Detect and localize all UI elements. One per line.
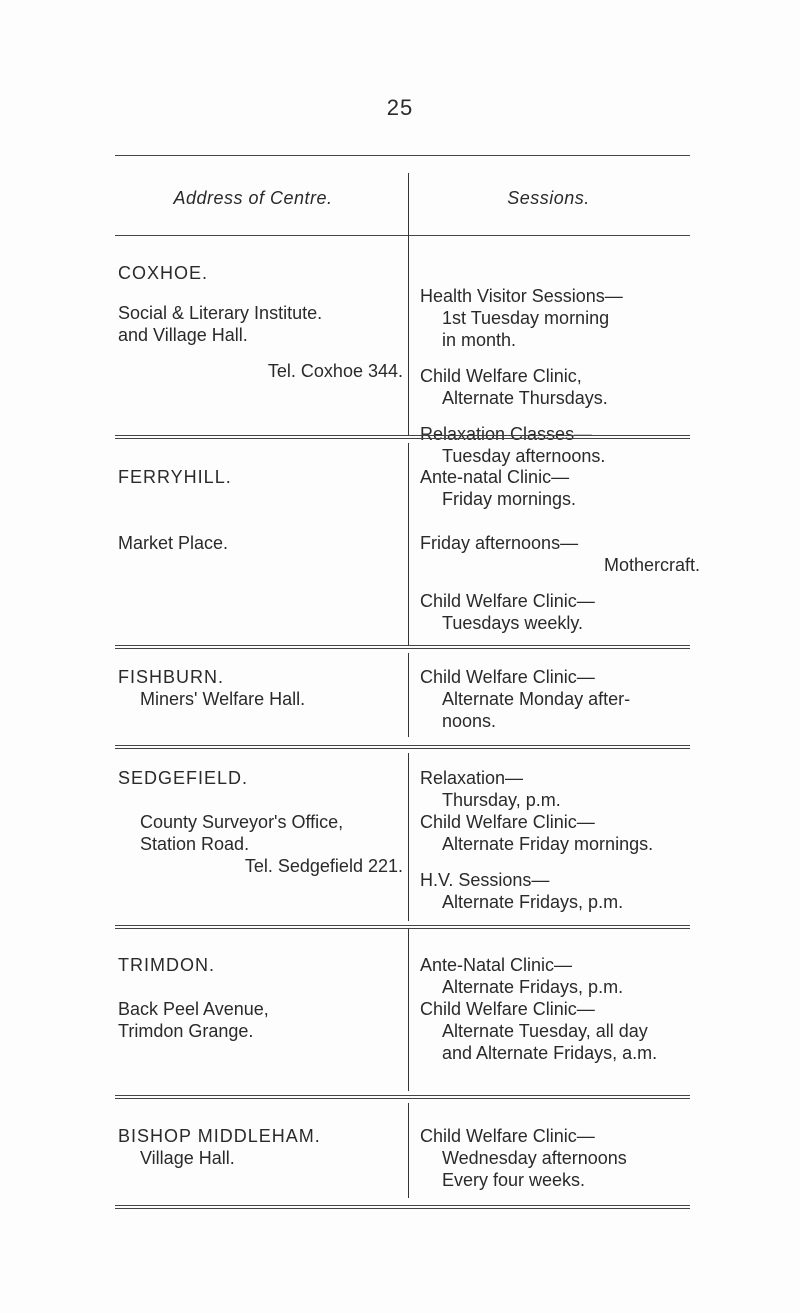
session-detail: Thursday, p.m. [442,790,561,810]
session-detail: Alternate Friday mornings. [442,834,654,854]
address-line: Back Peel Avenue, [118,999,269,1019]
column-divider [408,443,409,645]
centre-name: COXHOE. [118,263,209,283]
table-row [115,435,700,645]
page-number: 25 [386,95,414,120]
session-title: Child Welfare Clinic— [420,667,595,687]
address-line: Village Hall. [140,1148,235,1168]
session-title: Child Welfare Clinic— [420,591,595,611]
address-line: Market Place. [118,533,229,553]
session-detail: noons. [442,711,497,731]
session-title: Ante-Natal Clinic— [420,955,573,975]
session-title: H.V. Sessions— [420,870,550,890]
centre-name: TRIMDON. [118,955,215,975]
session-detail: Alternate Tuesday, all day [442,1021,648,1041]
session-detail: Every four weeks. [442,1170,586,1190]
centre-name: SEDGEFIELD. [118,768,249,788]
column-divider [408,929,409,1091]
session-detail: Alternate Monday after- [442,689,631,709]
table-row [115,925,690,1095]
column-divider [408,1103,409,1198]
session-title: Child Welfare Clinic— [420,812,595,832]
session-detail: Alternate Fridays, p.m. [442,977,624,997]
address-line: Social & Literary Institute. [118,303,323,323]
session-title: Relaxation— [420,768,524,788]
session-title: Child Welfare Clinic— [420,999,595,1019]
address-line: County Surveyor's Office, [140,812,344,832]
centre-name: BISHOP MIDDLEHAM. [118,1126,321,1146]
session-detail: 1st Tuesday morning [442,308,610,328]
table-row [115,235,690,466]
telephone: Tel. Sedgefield 221. [244,856,403,876]
header-sessions: Sessions. [507,188,590,208]
column-divider [408,235,409,435]
session-detail: in month. [442,330,517,350]
telephone: Tel. Coxhoe 344. [267,361,403,381]
session-detail: Mothercraft. [603,555,700,575]
session-title: Friday afternoons— [420,533,579,553]
session-detail: Alternate Fridays, p.m. [442,892,624,912]
session-title: Child Welfare Clinic— [420,1126,595,1146]
address-line: Trimdon Grange. [118,1021,254,1041]
address-line: Miners' Welfare Hall. [140,689,306,709]
session-detail: Wednesday afternoons [442,1148,627,1168]
centres-table [115,155,700,1205]
session-title: Health Visitor Sessions— [420,286,623,306]
table-header [115,155,690,235]
table-row [115,745,690,925]
session-title: Ante-natal Clinic— [420,467,570,487]
column-divider [408,753,409,921]
session-detail: Alternate Thursdays. [442,388,608,408]
session-detail: Tuesdays weekly. [442,613,584,633]
table-row [115,1095,690,1205]
table-row [115,645,690,745]
session-title: Child Welfare Clinic, [420,366,582,386]
session-detail: Friday mornings. [442,489,577,509]
address-line: Station Road. [140,834,250,854]
centre-name: FISHBURN. [118,667,225,687]
header-address: Address of Centre. [173,188,333,208]
session-title: Relaxation Classes— [420,424,593,444]
session-detail: Tuesday afternoons. [442,446,606,466]
session-detail: and Alternate Fridays, a.m. [442,1043,658,1063]
column-divider [408,653,409,737]
address-line: and Village Hall. [118,325,248,345]
centre-name: FERRYHILL. [118,467,232,487]
